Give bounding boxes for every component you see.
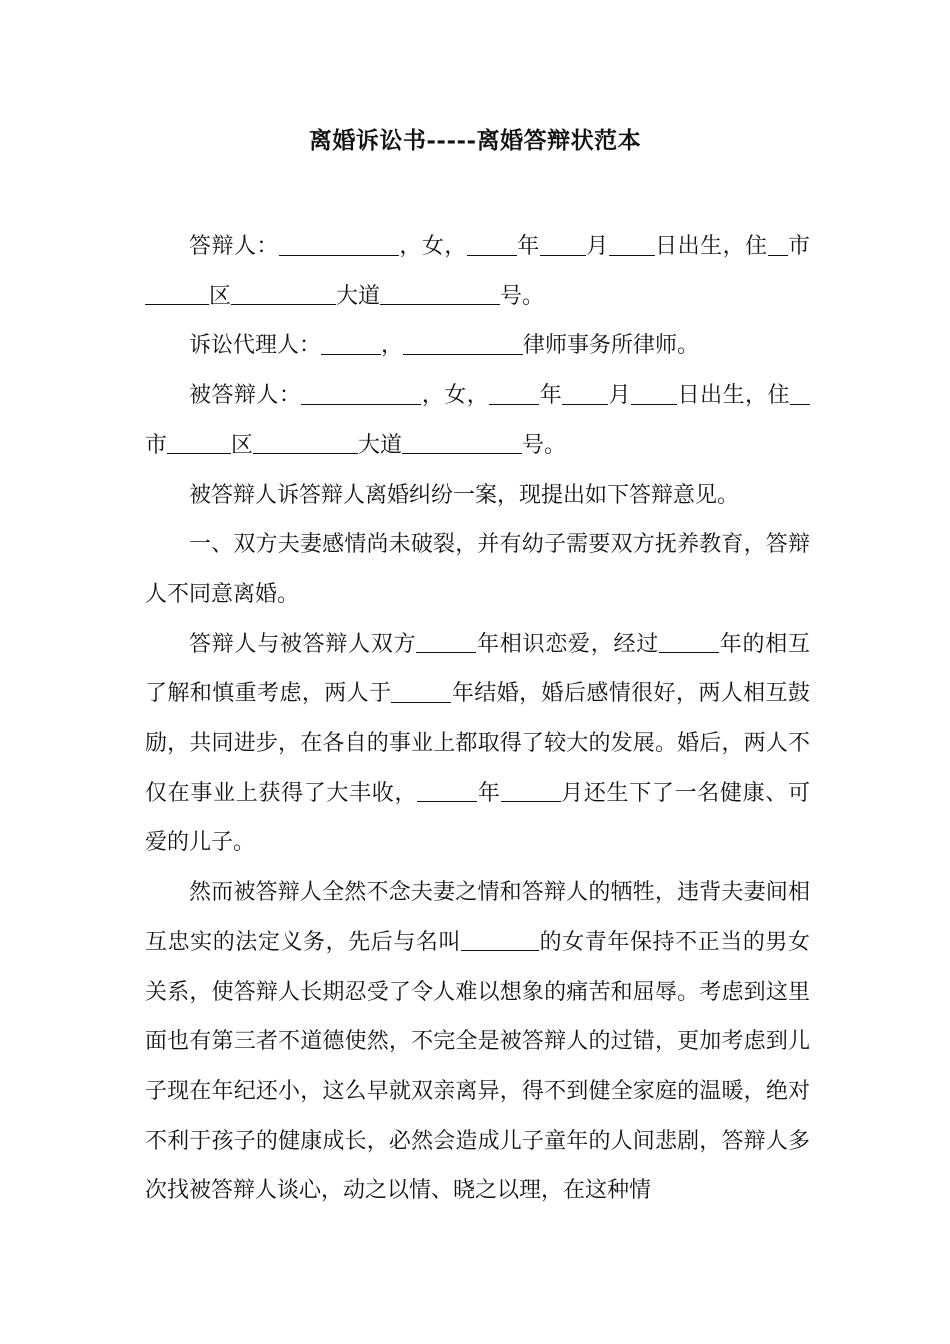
acquaintance-year-blank [416, 629, 476, 653]
respondent-district-blank [231, 281, 336, 305]
dating-years-blank [659, 629, 719, 653]
respondent-month-label: 月 [585, 234, 609, 259]
plaintiff-number-label: 号。 [522, 432, 567, 458]
respondent-city-blank [145, 281, 209, 305]
respondent-year-label: 年 [516, 234, 540, 259]
plaintiff-district-label: 区 [231, 432, 254, 458]
plaintiff-residence-blank [790, 381, 810, 405]
plaintiff-year-label: 年 [539, 383, 563, 409]
plaintiff-avenue-label: 大道 [358, 432, 403, 458]
agent-firm-blank [403, 331, 523, 355]
plaintiff-birth-year-blank [489, 381, 539, 405]
complaint-text-2: 的女青年保持不正当的男女关系，使答辩人长期忍受了令人难以想象的痛苦和屈辱。考虑到这里面也有第三者不道德使然，不完全是被答辩人的过错，更加考虑到儿子现在年纪还小，这么早就双亲离异，得不到健全家庭的温暖，绝对不利于孩子的健康成长，必然会造成儿子童年的人间悲剧，答辩人多次找被答辩人谈心，动之以情、晓之以理，在这种情 [145, 929, 810, 1204]
respondent-avenue-blank [380, 281, 500, 305]
plaintiff-month-label: 月 [608, 383, 632, 409]
plaintiff-name-blank [301, 381, 421, 405]
son-birth-month-blank [501, 778, 561, 802]
history-text-1: 答辩人与被答辩人双方 [189, 631, 417, 657]
plaintiff-gender: ，女， [421, 383, 490, 409]
respondent-birth-year-blank [467, 232, 517, 256]
agent-paragraph [145, 321, 810, 371]
plaintiff-label: 被答辩人： [189, 383, 302, 409]
third-party-name-blank [461, 927, 539, 951]
respondent-avenue-label: 大道 [336, 283, 381, 309]
plaintiff-birth-month-blank [562, 381, 608, 405]
agent-label: 诉讼代理人： [189, 333, 322, 359]
history-text-3: 年的相互了解和慎重考虑，两人于 [145, 631, 810, 707]
plaintiff-birth-day-blank [631, 381, 677, 405]
history-text-4: 年结婚，婚后感情很好，两人相互鼓励，共同进步，在各自的事业上都取得了较大的发展。婚后，两人不仅在事业上获得了大丰收， [145, 681, 810, 806]
agent-comma: ， [381, 333, 404, 359]
respondent-residence-blank [768, 232, 788, 256]
agent-suffix: 律师事务所律师。 [523, 333, 700, 359]
plaintiff-city-blank [167, 430, 231, 454]
respondent-birth-label: 日出生，住 [654, 234, 768, 259]
respondent-birth-month-blank [540, 232, 586, 256]
respondent-city-label: 市 [787, 234, 810, 259]
respondent-name-blank [279, 232, 399, 256]
history-text-2: 年相识恋爱，经过 [476, 631, 660, 657]
plaintiff-birth-label: 日出生，住 [677, 383, 790, 409]
respondent-label: 答辩人： [189, 234, 279, 259]
marriage-year-blank [391, 679, 451, 703]
plaintiff-avenue-blank [402, 430, 522, 454]
complaint-paragraph [145, 868, 810, 1216]
complaint-text-1: 然而被答辩人全然不念夫妻之情和答辩人的牺牲，违背夫妻间相互忠实的法定义务，先后与名叫 [145, 880, 810, 955]
document-body [145, 222, 810, 1216]
history-text-6: 月还生下了一名健康、可爱的儿子。 [145, 780, 810, 856]
plaintiff-district-blank [253, 430, 358, 454]
agent-name-blank [321, 331, 381, 355]
respondent-number-label: 号。 [500, 283, 545, 309]
plaintiff-paragraph [145, 371, 810, 470]
respondent-district-label: 区 [209, 283, 232, 309]
history-paragraph [145, 620, 810, 869]
respondent-birth-day-blank [609, 232, 655, 256]
intro-paragraph: 被答辩人诉答辩人离婚纠纷一案，现提出如下答辩意见。 [189, 482, 740, 508]
document-title: 离婚诉讼书-----离婚答辩状范本 [308, 127, 642, 154]
plaintiff-city-label: 市 [145, 432, 168, 458]
son-birth-year-blank [417, 778, 477, 802]
point-one-paragraph: 一、双方夫妻感情尚未破裂，并有幼子需要双方抚养教育，答辩人不同意离婚。 [145, 532, 810, 607]
respondent-gender: ，女， [398, 234, 467, 259]
respondent-paragraph [145, 222, 810, 321]
history-text-5: 年 [477, 780, 501, 806]
